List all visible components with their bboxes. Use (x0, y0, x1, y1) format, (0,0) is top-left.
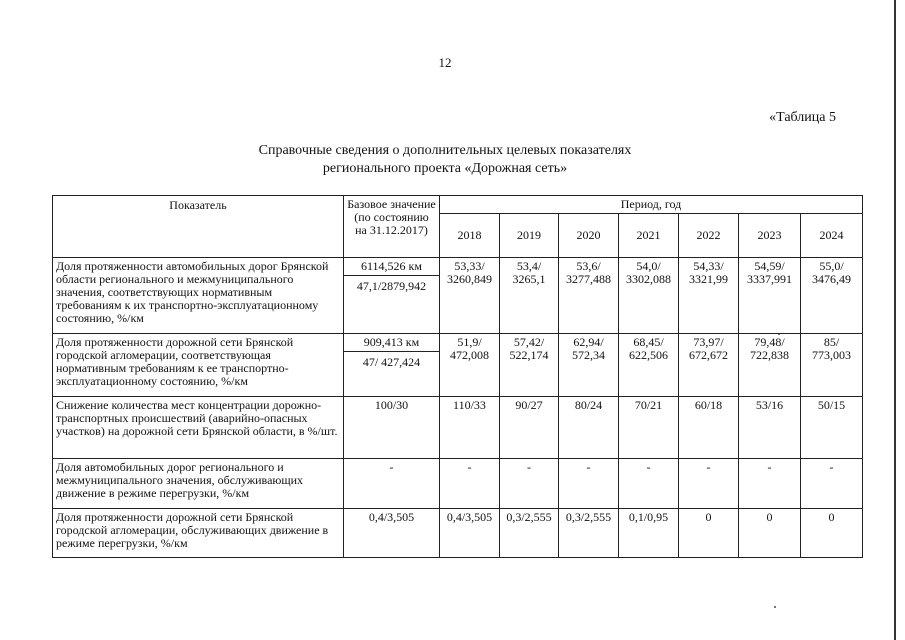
year-value-cell: - (679, 459, 739, 509)
base-value-length: 909,413 км (363, 335, 420, 349)
year-value-cell: 51,9/ 472,008 (440, 334, 500, 397)
year-value-cell: 0 (739, 509, 801, 558)
header-year: 2018 (440, 214, 500, 258)
base-value-cell (344, 258, 440, 334)
heading-line-1: Справочные сведения о дополнительных целевых показателях (258, 143, 632, 158)
year-value-cell: - (559, 459, 619, 509)
header-year: 2020 (559, 214, 619, 258)
table-row (53, 334, 863, 397)
year-value-cell: 0,4/3,505 (440, 509, 500, 558)
year-value-cell: 0,1/0,95 (619, 509, 679, 558)
base-value-share: 47,1/2879,942 (344, 275, 439, 295)
year-value-cell: 53,33/ 3260,849 (440, 258, 500, 334)
base-value-cell: 100/30 (344, 397, 440, 459)
header-year: 2024 (801, 214, 863, 258)
year-value-cell: 54,0/ 3302,088 (619, 258, 679, 334)
base-value-cell (344, 334, 440, 397)
header-year: 2021 (619, 214, 679, 258)
year-value-cell: 110/33 (440, 397, 500, 459)
header-period: Период, год (440, 196, 863, 214)
table-row (53, 258, 863, 334)
header-year: 2022 (679, 214, 739, 258)
year-value-cell: 62,94/ 572,34 (559, 334, 619, 397)
year-value-cell: 53,4/ 3265,1 (500, 258, 559, 334)
scan-speck (774, 606, 776, 608)
year-value-cell: 60/18 (679, 397, 739, 459)
year-value-cell: 54,33/ 3321,99 (679, 258, 739, 334)
year-value-cell: - (440, 459, 500, 509)
year-value-cell: 55,0/ 3476,49 (801, 258, 863, 334)
base-value-share: 47/ 427,424 (344, 351, 439, 371)
indicator-cell: Доля автомобильных дорог регионального и межмуниципального значения, обслуживающих движение в режиме перегрузки, %/км (53, 459, 344, 509)
indicators-table (52, 195, 863, 558)
table-label: «Таблица 5 (769, 110, 836, 125)
table-row (53, 397, 863, 459)
header-indicator: Показатель (53, 196, 344, 258)
indicator-cell: Снижение количества мест концентрации дорожно-транспортных происшествий (аварийно-опасных участков) на дорожной сети Брянской области, в %/шт. (53, 397, 344, 459)
page-number: 12 (438, 55, 452, 70)
base-value-cell: 0,4/3,505 (344, 509, 440, 558)
indicator-cell: Доля протяженности автомобильных дорог Брянской области регионального и межмуниципального значения, соответствующих нормативным требованиям к их транспортно-эксплуатационному состоянию, %/км (53, 258, 344, 334)
year-value-cell: 0,3/2,555 (500, 509, 559, 558)
header-year: 2023 (739, 214, 801, 258)
heading-line-2: регионального проекта «Дорожная сеть» (322, 161, 568, 176)
year-value-cell: 68,45/ 622,506 (619, 334, 679, 397)
year-value-cell: 0,3/2,555 (559, 509, 619, 558)
year-value-cell: 80/24 (559, 397, 619, 459)
header-year: 2019 (500, 214, 559, 258)
year-value-cell: - (500, 459, 559, 509)
year-value-cell: 85/ 773,003 (801, 334, 863, 397)
indicator-cell: Доля протяженности дорожной сети Брянской городской агломерации, соответствующая нормативным требованиям к ее транспортно-эксплуатационному состоянию, %/км (53, 334, 344, 397)
base-value-length: 6114,526 км (361, 259, 422, 273)
year-value-cell: - (801, 459, 863, 509)
year-value-cell: 0 (801, 509, 863, 558)
year-value-cell: 73,97/ 672,672 (679, 334, 739, 397)
table-heading (0, 142, 890, 178)
table-row (53, 459, 863, 509)
year-value-cell: 57,42/ 522,174 (500, 334, 559, 397)
base-value-cell: - (344, 459, 440, 509)
year-value-cell: 70/21 (619, 397, 679, 459)
year-value-cell: 90/27 (500, 397, 559, 459)
year-value-cell: - (619, 459, 679, 509)
year-value-cell: 0 (679, 509, 739, 558)
year-value-cell: 53/16 (739, 397, 801, 459)
header-row-1 (53, 196, 863, 214)
year-value-cell: 79,48/ 722,838 (739, 334, 801, 397)
year-value-cell: 50/15 (801, 397, 863, 459)
header-base-value: Базовое значение (по состоянию на 31.12.2017) (344, 196, 440, 258)
table-row (53, 509, 863, 558)
indicator-cell: Доля протяженности дорожной сети Брянской городской агломерации, обслуживающих движение в режиме перегрузки, %/км (53, 509, 344, 558)
year-value-cell: 53,6/ 3277,488 (559, 258, 619, 334)
page-edge-rule (894, 0, 896, 640)
year-value-cell: - (739, 459, 801, 509)
year-value-cell: 54,59/ 3337,991 (739, 258, 801, 334)
